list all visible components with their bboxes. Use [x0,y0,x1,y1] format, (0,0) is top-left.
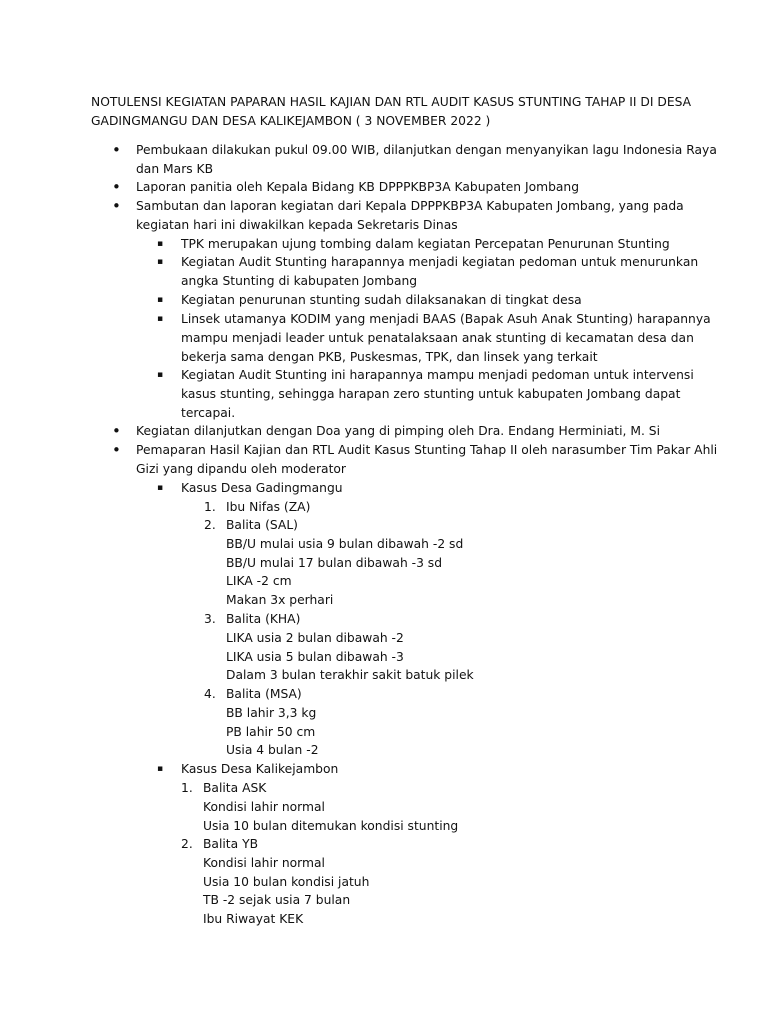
bullet-marker: • [112,178,121,196]
sublist-item: ▪ Kegiatan Audit Stunting ini harapannya mampu menjadi pedoman untuk intervensi kasus stunting, sehingga harapan zero stunting untuk kabupaten Jombang dapat tercapai. [157,368,694,420]
case-item [181,779,459,835]
case-detail: Kondisi lahir normal [203,799,325,814]
item-number: 1. [181,781,193,795]
case-label: Balita (SAL) [226,518,298,532]
bullet-marker: • [112,197,121,215]
section-heading-kalikejambon: ▪ Kasus Desa Kalikejambon [181,760,671,779]
bullet-marker: • [112,141,121,159]
case-detail: LIKA usia 2 bulan dibawah -2 [226,630,404,645]
case-item [204,685,319,760]
sublist-item: ▪ Kegiatan penurunan stunting sudah dilaksanakan di tingkat desa [181,291,671,310]
item-number: 3. [204,612,216,626]
item-number: 1. [204,500,216,514]
case-label: Balita (MSA) [226,687,302,701]
sublist-item: ▪ Kegiatan Audit Stunting harapannya menjadi kegiatan pedoman untuk menurunkan angka Stunting di kabupaten Jombang [157,255,699,288]
square-bullet-marker: ▪ [157,257,164,267]
sublist-item: ▪ Linsek utamanya KODIM yang menjadi BAAS (Bapak Asuh Anak Stunting) harapannya mampu menjadi leader untuk penatalaksaan anak stunting di kecamatan desa dan bekerja sama dengan PKB, Puskesmas, TPK, dan linsek yang terkait [157,312,711,364]
case-detail: BB lahir 3,3 kg [226,705,317,720]
case-detail: Usia 10 bulan ditemukan kondisi stunting [203,818,459,833]
case-detail: Dalam 3 bulan terakhir sakit batuk pilek [226,668,474,683]
square-bullet-marker: ▪ [157,483,164,493]
item-number: 2. [204,518,216,532]
case-detail: LIKA -2 cm [226,574,292,589]
document-title [91,93,691,131]
case-detail: PB lahir 50 cm [226,724,316,739]
title-line: GADINGMANGU DAN DESA KALIKEJAMBON ( 3 NOVEMBER 2022 ) [91,113,491,128]
case-detail: LIKA usia 5 bulan dibawah -3 [226,649,404,664]
case-label: Ibu Nifas (ZA) [226,500,311,514]
list-item-laporan-panitia: • Laporan panitia oleh Kepala Bidang KB DPPPKBP3A Kabupaten Jombang [112,178,580,196]
item-number: 4. [204,687,216,701]
case-detail: Ibu Riwayat KEK [203,912,304,927]
case-detail: Usia 10 bulan kondisi jatuh [203,874,370,889]
list-item-pemaparan: • Pemaparan Hasil Kajian dan RTL Audit Kasus Stunting Tahap II oleh narasumber Tim Pakar Ahli Gizi yang dipandu oleh moderator [112,441,718,476]
case-item [204,498,311,517]
list-item-doa: • Kegiatan dilanjutkan dengan Doa yang di pimping oleh Dra. Endang Herminiati, M. Si [112,422,660,440]
square-bullet-marker: ▪ [157,370,164,380]
case-label: Balita ASK [203,781,267,795]
section-heading-gadingmangu: ▪ Kasus Desa Gadingmangu [181,479,671,498]
case-detail: BB/U mulai usia 9 bulan dibawah -2 sd [226,536,464,551]
case-detail: Kondisi lahir normal [203,855,325,870]
case-detail: TB -2 sejak usia 7 bulan [203,893,351,908]
case-item [181,835,370,929]
case-label: Balita (KHA) [226,612,301,626]
case-detail: BB/U mulai 17 bulan dibawah -3 sd [226,555,443,570]
title-line: NOTULENSI KEGIATAN PAPARAN HASIL KAJIAN DAN RTL AUDIT KASUS STUNTING TAHAP II DI DESA [91,95,692,109]
list-item-pembukaan: • Pembukaan dilakukan pukul 09.00 WIB, dilanjutkan dengan menyanyikan lagu Indonesia Raya dan Mars KB [112,141,717,176]
bullet-marker: • [112,441,121,459]
case-detail: Usia 4 bulan -2 [226,743,319,758]
item-number: 2. [181,837,193,851]
square-bullet-marker: ▪ [157,295,164,305]
sublist-item: ▪ TPK merupakan ujung tombing dalam kegiatan Percepatan Penurunan Stunting [181,235,671,254]
case-item [204,516,464,610]
list-item-sambutan: • Sambutan dan laporan kegiatan dari Kepala DPPPKBP3A Kabupaten Jombang, yang pada kegiatan hari ini diwakilkan kepada Sekretaris Dinas [112,197,684,232]
square-bullet-marker: ▪ [157,764,164,774]
square-bullet-marker: ▪ [157,314,164,324]
square-bullet-marker: ▪ [157,239,164,249]
case-label: Balita YB [203,837,259,851]
case-item [204,610,474,685]
bullet-marker: • [112,422,121,440]
case-detail: Makan 3x perhari [226,593,334,608]
